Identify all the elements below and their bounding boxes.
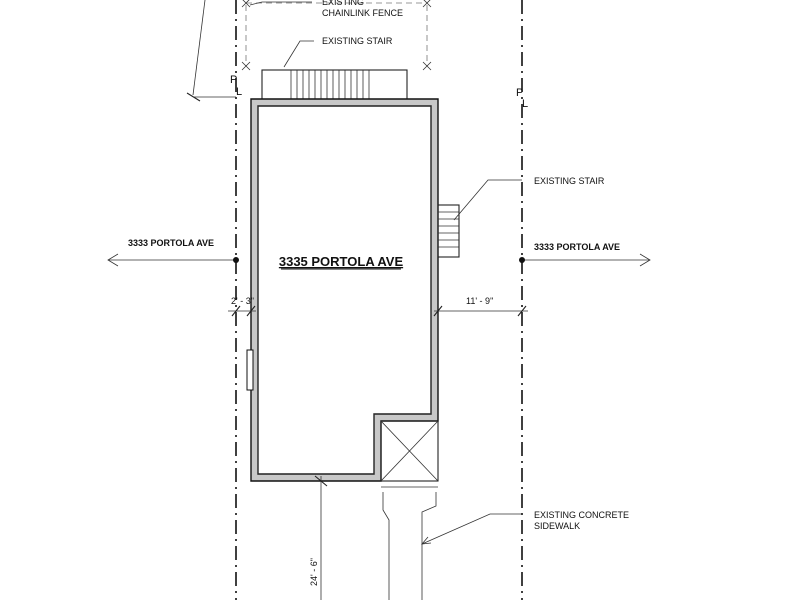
- upper-left-extension-line: [193, 0, 205, 95]
- pl-right-l: L: [522, 98, 529, 110]
- side-stair-label: EXISTING STAIR: [534, 176, 605, 186]
- side-stair: [438, 205, 459, 257]
- front-setback-label: 24' - 6": [309, 558, 319, 586]
- sidewalk-leader: [422, 514, 522, 544]
- left-setback-label: 2' - 3": [231, 296, 254, 306]
- left-neighbor-label: 3333 PORTOLA AVE: [128, 238, 215, 248]
- sidewalk-label-line1: EXISTING CONCRETE: [534, 510, 630, 520]
- building-footprint: [251, 99, 438, 481]
- rear-stair-treads: [291, 70, 369, 100]
- fence-leader: [250, 2, 262, 5]
- fence-label-line2: CHAINLINK FENCE: [322, 8, 404, 18]
- rear-stair-leader: [284, 41, 314, 67]
- pl-left-p: P: [230, 74, 238, 86]
- pl-right-p: P: [516, 87, 524, 99]
- rear-landing: [262, 70, 407, 100]
- building-name: 3335 PORTOLA AVE: [278, 254, 404, 269]
- walkway-right-edge: [422, 492, 436, 600]
- pl-left-l: L: [236, 86, 243, 98]
- left-wall-bump: [247, 350, 253, 390]
- left-property-point: [233, 257, 239, 263]
- side-stair-leader: [454, 180, 522, 220]
- fence-label-line1: EXISTING: [322, 0, 365, 7]
- right-neighbor-label: 3333 PORTOLA AVE: [534, 242, 621, 252]
- right-setback-label: 11' - 9": [466, 296, 494, 306]
- sidewalk-label-line2: SIDEWALK: [534, 521, 581, 531]
- right-property-point: [519, 257, 525, 263]
- walkway-left-edge: [383, 492, 389, 600]
- rear-stair-label: EXISTING STAIR: [322, 36, 393, 46]
